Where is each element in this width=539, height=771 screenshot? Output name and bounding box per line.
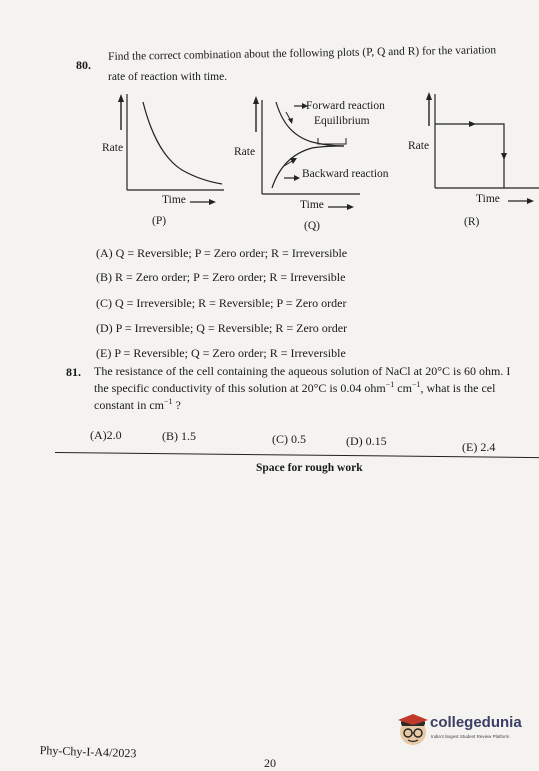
plot-p bbox=[100, 90, 230, 230]
mascot-icon bbox=[396, 712, 430, 748]
question-80-text-line2: rate of reaction with time. bbox=[108, 71, 228, 83]
question-81-line3-sup: −1 bbox=[163, 397, 173, 406]
brand-tagline: India's largest Student Review Platform bbox=[431, 734, 510, 739]
plot-r-y-arrowhead bbox=[426, 92, 432, 100]
plot-p-ylabel: Rate bbox=[102, 142, 124, 154]
plot-p-xlabel: Time bbox=[162, 194, 186, 206]
plot-r-svg bbox=[408, 88, 539, 228]
q81-option-c[interactable]: (C) 0.5 bbox=[272, 432, 306, 446]
plot-q-caption: (Q) bbox=[304, 220, 320, 232]
plot-q-backward-curve bbox=[272, 146, 344, 188]
plot-r-xlabel: Time bbox=[476, 193, 500, 205]
footer-paper-code: Phy-Chy-I-A4/2023 bbox=[39, 743, 137, 761]
plot-q-x-arrow bbox=[328, 203, 354, 211]
brand-name: collegedunia bbox=[430, 714, 522, 731]
plot-p-caption: (P) bbox=[152, 215, 167, 227]
plot-r-step-line bbox=[435, 124, 504, 188]
q80-option-e[interactable]: (E) P = Reversible; Q = Zero order; R = Irreversible bbox=[96, 346, 346, 360]
plot-p-y-arrowhead bbox=[118, 94, 124, 102]
question-81-line2-sup2: −1 bbox=[411, 380, 421, 389]
plot-q-xlabel: Time bbox=[300, 199, 324, 211]
question-80-number: 80. bbox=[76, 58, 91, 72]
question-81-line2 bbox=[94, 381, 495, 396]
question-81-line3 bbox=[94, 398, 181, 413]
q80-option-b[interactable]: (B) R = Zero order; P = Zero order; R = Irreversible bbox=[96, 270, 346, 284]
plot-q-backward-label: Backward reaction bbox=[302, 168, 389, 180]
question-81-line2-sup1: −1 bbox=[385, 380, 395, 389]
q81-option-b[interactable]: (B) 1.5 bbox=[162, 429, 196, 443]
q80-option-a[interactable]: (A) Q = Reversible; P = Zero order; R = Irreversible bbox=[96, 246, 348, 260]
q81-option-e[interactable]: (E) 2.4 bbox=[462, 440, 496, 454]
plot-q-ylabel: Rate bbox=[234, 146, 256, 158]
question-81-number: 81. bbox=[66, 365, 81, 379]
question-81-line3-b: ? bbox=[172, 398, 181, 412]
question-81-line3-a: constant in cm bbox=[94, 398, 164, 412]
plot-r bbox=[408, 88, 539, 228]
q80-option-c[interactable]: (C) Q = Irreversible; R = Reversible; P = Zero order bbox=[96, 296, 347, 310]
q81-option-a[interactable]: (A)2.0 bbox=[90, 428, 122, 442]
plot-r-ylabel: Rate bbox=[408, 140, 430, 152]
plot-r-x-arrow bbox=[508, 197, 534, 205]
plot-p-x-arrow bbox=[190, 198, 216, 206]
plot-r-caption: (R) bbox=[464, 216, 480, 228]
q80-option-d[interactable]: (D) P = Irreversible; Q = Reversible; R = Zero order bbox=[96, 321, 348, 335]
plot-q-equilibrium-bracket bbox=[318, 138, 346, 144]
plot-q-y-arrowhead bbox=[253, 96, 259, 104]
question-81-line2-a: the specific conductivity of this solution at 20°C is 0.04 ohm bbox=[94, 381, 386, 395]
rough-work-label: Space for rough work bbox=[256, 462, 363, 474]
plot-q bbox=[232, 92, 412, 232]
footer-page-number: 20 bbox=[264, 756, 276, 770]
q81-option-d[interactable]: (D) 0.15 bbox=[346, 434, 387, 448]
plot-q-forward-label: Forward reaction bbox=[306, 100, 385, 112]
plot-r-horizontal-arrowhead bbox=[469, 121, 476, 127]
plot-q-svg bbox=[232, 92, 412, 232]
question-81-line2-c: , what is the cel bbox=[420, 381, 496, 395]
plot-p-decay-curve bbox=[143, 102, 222, 184]
question-81-line2-b: cm bbox=[394, 381, 412, 395]
plot-r-vertical-arrowhead bbox=[501, 153, 507, 160]
plot-q-equilibrium-label: Equilibrium bbox=[314, 115, 370, 127]
plot-p-svg bbox=[100, 90, 230, 230]
question-81-line1: The resistance of the cell containing the aqueous solution of NaCl at 20°C is 60 ohm. I bbox=[94, 364, 511, 378]
question-80-text-line1: Find the correct combination about the following plots (P, Q and R) for the variation bbox=[108, 44, 497, 63]
